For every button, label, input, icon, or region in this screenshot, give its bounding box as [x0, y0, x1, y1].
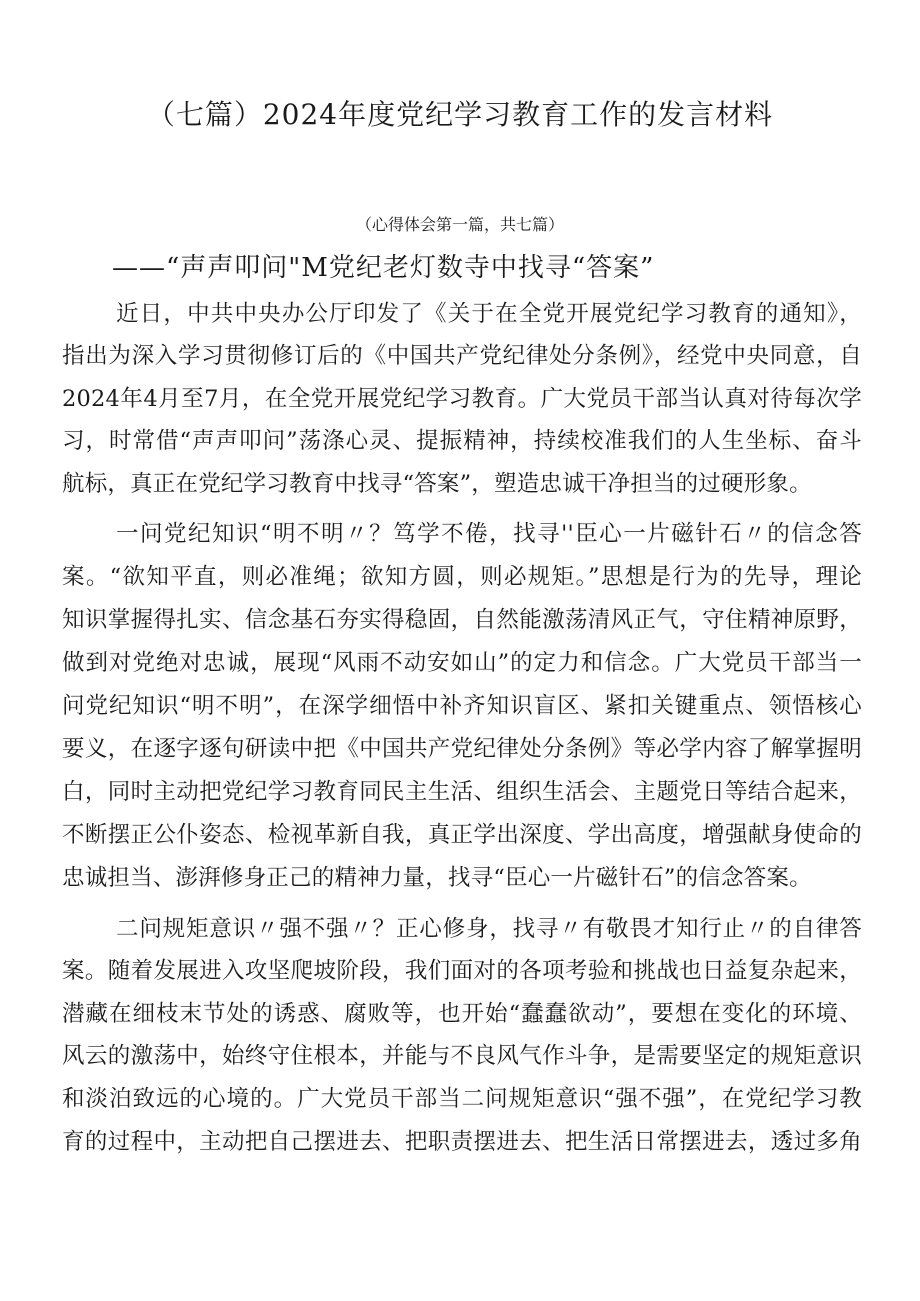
paragraph-1-line-1: 近日，中共中央办公厅印发了《关于在全党开展党纪学习教育的通知》， [116, 301, 862, 327]
paragraph-3-line-6: 育的过程中，主动把自己摆进去、把职责摆进去、把生活日常摆进去，透过多角 [62, 1129, 862, 1155]
document-title: （七篇）2024年度党纪学习教育工作的发言材料 [146, 98, 774, 131]
paragraph-3-line-4: 风云的激荡中，始终守住根本，并能与不良风气作斗争，是需要坚定的规矩意识 [62, 1043, 862, 1069]
paragraph-1-line-3: 2024年4月至7月，在全党开展党纪学习教育。广大党员干部当认真对待每次学 [62, 386, 862, 412]
paragraph-2-line-8: 不断摆正公仆姿态、检视革新自我，真正学出深度、学出高度，增强献身使命的 [62, 822, 862, 848]
paragraph-2-line-7: 白，同时主动把党纪学习教育同民主生活、组织生活会、主题党日等结合起来， [62, 779, 862, 805]
document-subtitle: （心得体会第一篇，共七篇） [355, 215, 564, 234]
paragraph-1-line-4: 习，时常借“声声叩问”荡涤心灵、提振精神，持续校准我们的人生坐标、奋斗 [62, 428, 862, 454]
paragraph-3-line-3: 潜藏在细枝末节处的诱惑、腐败等，也开始“蠢蠢欲动”，要想在变化的环境、 [62, 1001, 862, 1027]
paragraph-2-line-6: 要义，在逐字逐句研读中把《中国共产党纪律处分条例》等必学内容了解掌握明 [62, 736, 862, 762]
paragraph-1-line-5: 航标，真正在党纪学习教育中找寻“答案”，塑造忠诚干净担当的过硬形象。 [62, 471, 812, 497]
paragraph-2-line-4: 做到对党绝对忠诚，展现“风雨不动安如山”的定力和信念。广大党员干部当一 [62, 650, 862, 676]
paragraph-2-line-1: 一问党纪知识“明不明〃？笃学不倦，找寻''臣心一片磁针石〃的信念答 [116, 521, 862, 547]
paragraph-3-line-5: 和淡泊致远的心境的。广大党员干部当二问规矩意识“强不强”，在党纪学习教 [62, 1086, 862, 1112]
paragraph-3-line-2: 案。随着发展进入攻坚爬坡阶段，我们面对的各项考验和挑战也日益复杂起来， [62, 958, 862, 984]
paragraph-2-line-3: 知识掌握得扎实、信念基石夯实得稳固，自然能激荡清风正气，守住精神原野， [62, 607, 862, 633]
paragraph-2-line-2: 案。“欲知平直，则必准绳；欲知方圆，则必规矩。”思想是行为的先导，理论 [62, 564, 862, 590]
paragraph-2-line-5: 问党纪知识“明不明”，在深学细悟中补齐知识盲区、紧扣关键重点、领悟核心 [62, 693, 862, 719]
paragraph-3-line-1: 二问规矩意识〃强不强〃？正心修身，找寻〃有敬畏才知行止〃的自律答 [116, 916, 862, 942]
document-heading: ——“声声叩问"M党纪老灯数寺中找寻“答案” [112, 253, 655, 283]
paragraph-2-line-9: 忠诚担当、澎湃修身正己的精神力量，找寻“臣心一片磁针石”的信念答案。 [62, 865, 812, 891]
paragraph-1-line-2: 指出为深入学习贯彻修订后的《中国共产党纪律处分条例》，经党中央同意，自 [62, 343, 862, 369]
